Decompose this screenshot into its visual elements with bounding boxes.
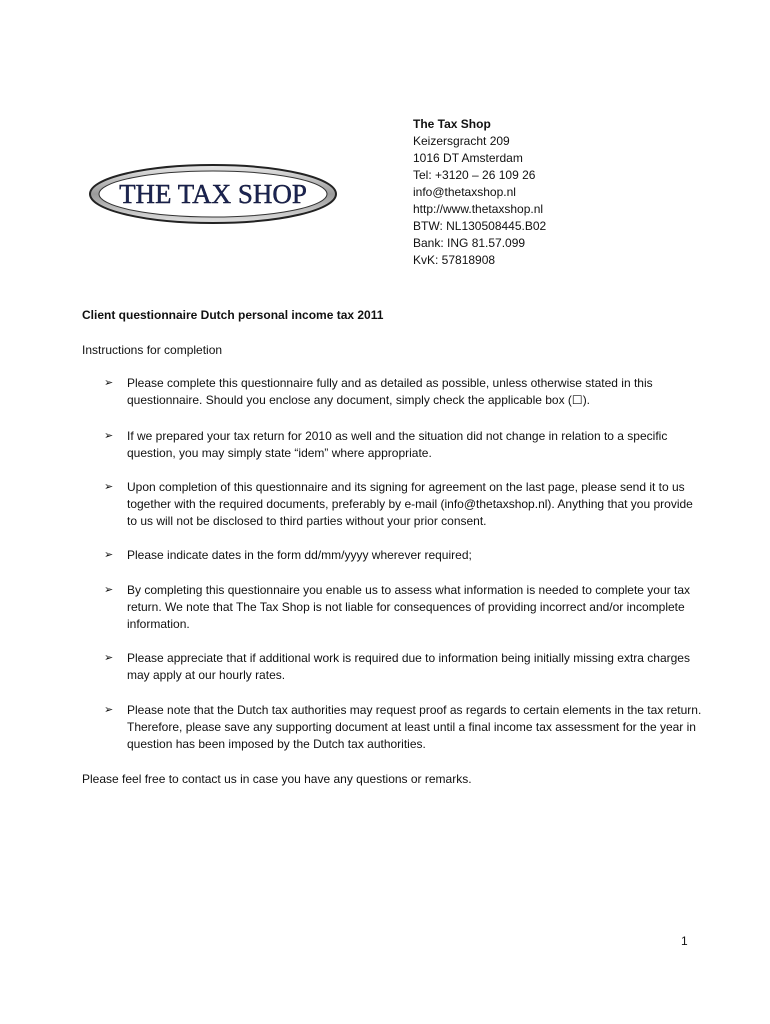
arrow-bullet-icon: ➢ xyxy=(104,652,114,664)
instruction-item xyxy=(104,702,704,753)
instruction-item xyxy=(104,428,704,462)
arrow-bullet-icon: ➢ xyxy=(104,549,114,561)
arrow-bullet-icon: ➢ xyxy=(104,481,114,493)
document-subtitle: Instructions for completion xyxy=(82,343,223,357)
address-city: 1016 DT Amsterdam xyxy=(413,151,523,165)
instruction-item xyxy=(104,650,704,684)
arrow-bullet-icon: ➢ xyxy=(104,584,114,596)
company-logo xyxy=(88,163,338,225)
instruction-text: Please note that the Dutch tax authorities may request proof as regards to certain elements in the tax return. Therefore, please save any supporting document at least until a final income tax assessment for the year in question has been imposed by the Dutch tax authorities. xyxy=(127,703,702,751)
instruction-item xyxy=(104,479,704,530)
document-title: Client questionnaire Dutch personal income tax 2011 xyxy=(82,308,384,322)
address-website: http://www.thetaxshop.nl xyxy=(413,202,544,216)
instruction-text: Please complete this questionnaire fully and as detailed as possible, unless otherwise stated in this questionnaire. Should you enclose any document, simply check the applicable box (☐). xyxy=(127,376,653,407)
arrow-bullet-icon: ➢ xyxy=(104,704,114,716)
logo-oval xyxy=(88,163,338,225)
instruction-text: Please appreciate that if additional work is required due to information being initially missing extra charges may apply at our hourly rates. xyxy=(127,651,690,682)
instruction-text: Upon completion of this questionnaire and its signing for agreement on the last page, please send it to us together with the required documents, preferably by e-mail (info@thetaxshop.nl). Anything that you provide to us will not be disclosed to third parties without your prior consent. xyxy=(127,480,693,528)
instruction-item xyxy=(104,375,704,409)
arrow-bullet-icon: ➢ xyxy=(104,430,114,442)
address-phone: Tel: +3120 – 26 109 26 xyxy=(413,168,536,182)
company-name: The Tax Shop xyxy=(413,117,491,131)
instruction-item xyxy=(104,547,704,564)
company-address-block xyxy=(413,116,546,269)
address-street: Keizersgracht 209 xyxy=(413,134,510,148)
page-number: 1 xyxy=(681,934,688,948)
address-kvk: KvK: 57818908 xyxy=(413,253,496,267)
address-vat: BTW: NL130508445.B02 xyxy=(413,219,547,233)
address-email: info@thetaxshop.nl xyxy=(413,185,516,199)
address-bank: Bank: ING 81.57.099 xyxy=(413,236,526,250)
instruction-text: Please indicate dates in the form dd/mm/yyyy wherever required; xyxy=(127,548,472,562)
closing-remark: Please feel free to contact us in case you have any questions or remarks. xyxy=(82,772,472,786)
instruction-text: By completing this questionnaire you enable us to assess what information is needed to complete your tax return. We note that The Tax Shop is not liable for consequences of providing incorrect and/or incomplete information. xyxy=(127,583,690,631)
instruction-text: If we prepared your tax return for 2010 as well and the situation did not change in relation to a specific question, you may simply state “idem” where appropriate. xyxy=(127,429,668,460)
instruction-item xyxy=(104,582,704,633)
logo-text: THE TAX SHOP xyxy=(119,179,307,209)
arrow-bullet-icon: ➢ xyxy=(104,377,114,389)
